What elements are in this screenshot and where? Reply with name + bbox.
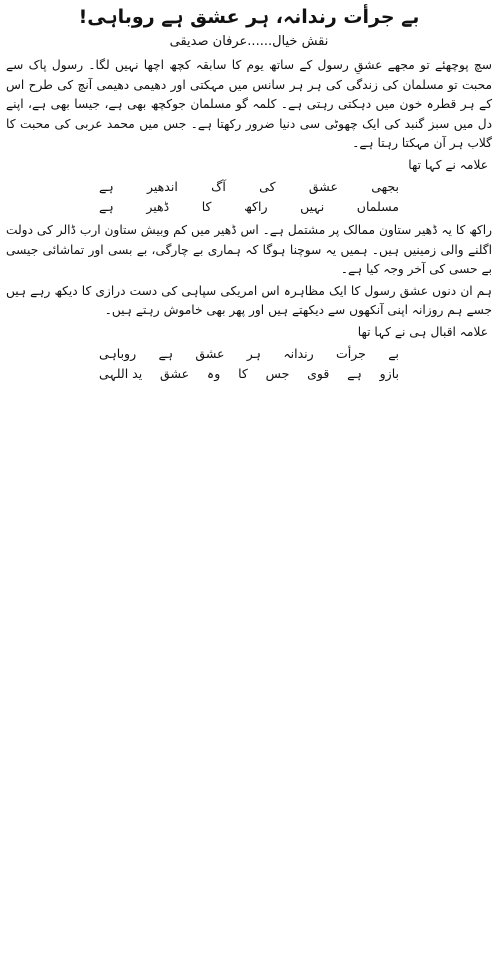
verse-word: ہے [158,346,174,361]
attribution-allama-2: علامہ اقبال ہی نے کہا تھا [357,324,488,339]
byline: نقش خیال......عرفان صدیقی [169,34,329,49]
verse-word: روباہی [99,346,137,361]
verse-word: مسلماں [356,199,399,214]
verse-word: ہے [99,199,114,214]
verse-line-2 [99,197,399,217]
verse-line-1 [99,177,399,197]
verse-word: ہے [347,366,362,381]
verse-couplet-1 [99,177,399,217]
verse-couplet-2 [99,344,399,384]
verse-word: ڈھیر [146,199,170,214]
headline: بے جرأت رندانہ، ہر عشق ہے روباہی! [78,6,420,28]
verse-line-2 [99,364,399,384]
verse-word: راکھ [244,199,268,214]
paragraph-1: سچ پوچھئے تو مجھے عشقِ رسول کے ساتھ یوم کا سابقہ کچھ اچھا نہیں لگا۔ رسول پاک سے محبت تو مسلمان کی زندگی کی ہر ہر سانس میں مہکتی اور دھیمی دھیمی آنچ کی طرح اس کے ہر قطرہ خون میں دہکتی رہتی ہے۔ کلمہ گو مسلمان جوکچھ بھی ہے، جیسا بھی ہے، اپنے دل میں سبز گنبد کی ایک چھوٹی سی دنیا ضرور رکھتا ہے۔ جس میں محمد عربی کی محبت کا گلاب ہر آن مہکتا رہتا ہے۔ [6,58,492,150]
verse-word: وہ [206,366,221,381]
verse-word: اندھیر [147,179,178,194]
verse-word: عشق [308,179,338,194]
verse-word: ہر [246,346,262,361]
verse-word: جرأت [336,346,366,361]
verse-word: بے [388,346,399,361]
verse-word: رندانہ [283,346,314,361]
paragraph-2: راکھ کا یہ ڈھیر ستاون ممالک پر مشتمل ہے۔ اس ڈھیر میں کم وبیش ستاون ارب ڈالر کی دولت اگلنے والی زمینیں ہیں۔ ہمیں یہ سوچنا ہوگا کہ ہماری بے چارگی، بے بسی اور تماشائی جیسی بے حسی کی آخر وجہ کیا ہے۔ [6,223,492,276]
verse-word: ہے [99,179,114,194]
paragraph-3: ہم ان دنوں عشق رسول کا ایک مظاہرہ اس امریکی سپاہی کی دست درازی کا دیکھ رہے ہیں جسے ہم روزانہ اپنی آنکھوں سے دیکھتے ہیں اور پھر بھی خاموش رہتے ہیں۔ [6,283,492,317]
verse-word: کا [201,199,212,214]
verse-word: کی [259,179,276,194]
attribution-allama-1: علامہ نے کہا تھا [408,157,488,172]
verse-word: آگ [211,179,226,194]
verse-word: عشق [195,346,225,361]
verse-word: قوی [307,366,330,381]
verse-word: ید اللہی [99,366,143,381]
verse-word: کا [238,366,248,381]
verse-word: بجھی [371,179,399,194]
verse-line-1 [99,344,399,364]
verse-word: بازو [379,366,399,381]
column-page [6,0,492,384]
verse-word: جس [265,366,290,381]
verse-word: عشق [160,366,190,381]
verse-word: نہیں [300,199,325,214]
